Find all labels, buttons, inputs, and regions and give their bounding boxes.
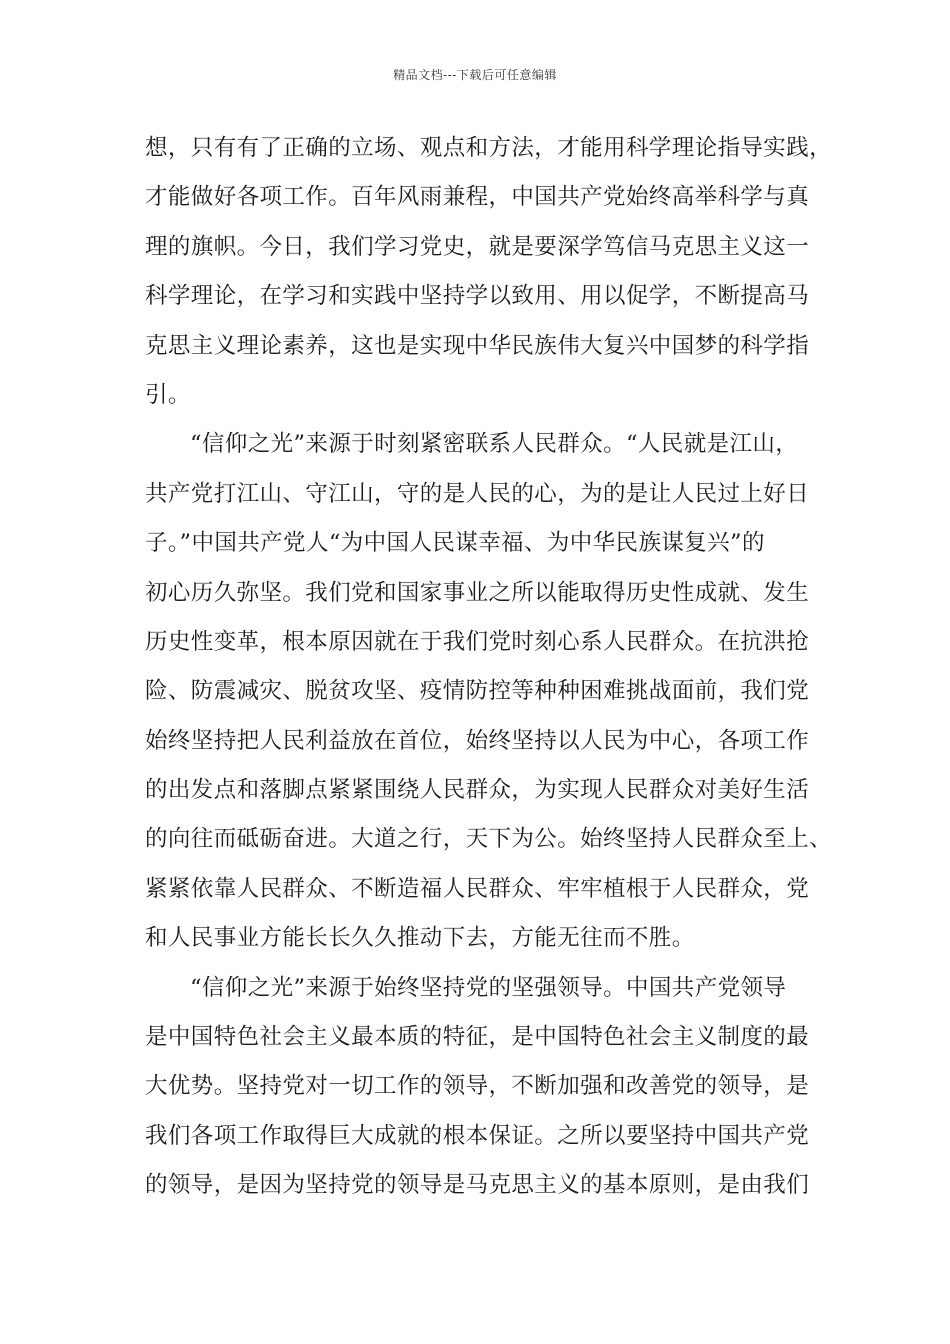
text-line: 紧紧依靠人民群众、不断造福人民群众、牢牢植根于人民群众，党 bbox=[145, 875, 810, 902]
text-line: 子。”中国共产党人“为中国人民谋幸福、为中华民族谋复兴”的 bbox=[145, 530, 765, 557]
text-line: 想，只有有了正确的立场、观点和方法，才能用科学理论指导实践， bbox=[145, 135, 833, 161]
text-line: 的向往而砥砺奋进。大道之行，天下为公。始终坚持人民群众至上、 bbox=[145, 826, 833, 853]
text-line: 科学理论，在学习和实践中坚持学以致用、用以促学，不断提高马 bbox=[145, 283, 810, 310]
text-line: 的出发点和落脚点紧紧围绕人民群众，为实现人民群众对美好生活 bbox=[145, 777, 810, 804]
text-line: 克思主义理论素养，这也是实现中华民族伟大复兴中国梦的科学指 bbox=[145, 332, 810, 359]
text-line: 险、防震减灾、脱贫攻坚、疫情防控等种种困难挑战面前，我们党 bbox=[145, 678, 810, 705]
text-line: 共产党打江山、守江山，守的是人民的心，为的是让人民过上好日 bbox=[145, 480, 810, 507]
text-line: 大优势。坚持党对一切工作的领导，不断加强和改善党的领导，是 bbox=[145, 1073, 810, 1100]
text-line: 和人民事业方能长长久久推动下去，方能无往而不胜。 bbox=[145, 925, 695, 952]
text-line: 历史性变革，根本原因就在于我们党时刻心系人民群众。在抗洪抢 bbox=[145, 628, 810, 655]
text-line: 始终坚持把人民利益放在首位，始终坚持以人民为中心，各项工作 bbox=[145, 727, 810, 754]
paragraph-first-line: “信仰之光”来源于时刻紧密联系人民群众。“人民就是江山， bbox=[190, 431, 799, 458]
text-line: 初心历久弥坚。我们党和国家事业之所以能取得历史性成就、发生 bbox=[145, 579, 810, 606]
text-line: 才能做好各项工作。百年风雨兼程，中国共产党始终高举科学与真 bbox=[145, 184, 810, 211]
page-header: 精品文档---下载后可任意编辑 bbox=[393, 68, 557, 82]
text-line: 我们各项工作取得巨大成就的根本保证。之所以要坚持中国共产党 bbox=[145, 1122, 810, 1149]
paragraph-first-line: “信仰之光”来源于始终坚持党的坚强领导。中国共产党领导 bbox=[190, 974, 787, 1001]
text-line: 理的旗帜。今日，我们学习党史，就是要深学笃信马克思主义这一 bbox=[145, 233, 810, 260]
document-body bbox=[145, 124, 845, 1211]
text-line: 引。 bbox=[145, 381, 191, 408]
text-line: 的领导，是因为坚持党的领导是马克思主义的基本原则，是由我们 bbox=[145, 1172, 810, 1199]
text-line: 是中国特色社会主义最本质的特征，是中国特色社会主义制度的最 bbox=[145, 1024, 810, 1051]
